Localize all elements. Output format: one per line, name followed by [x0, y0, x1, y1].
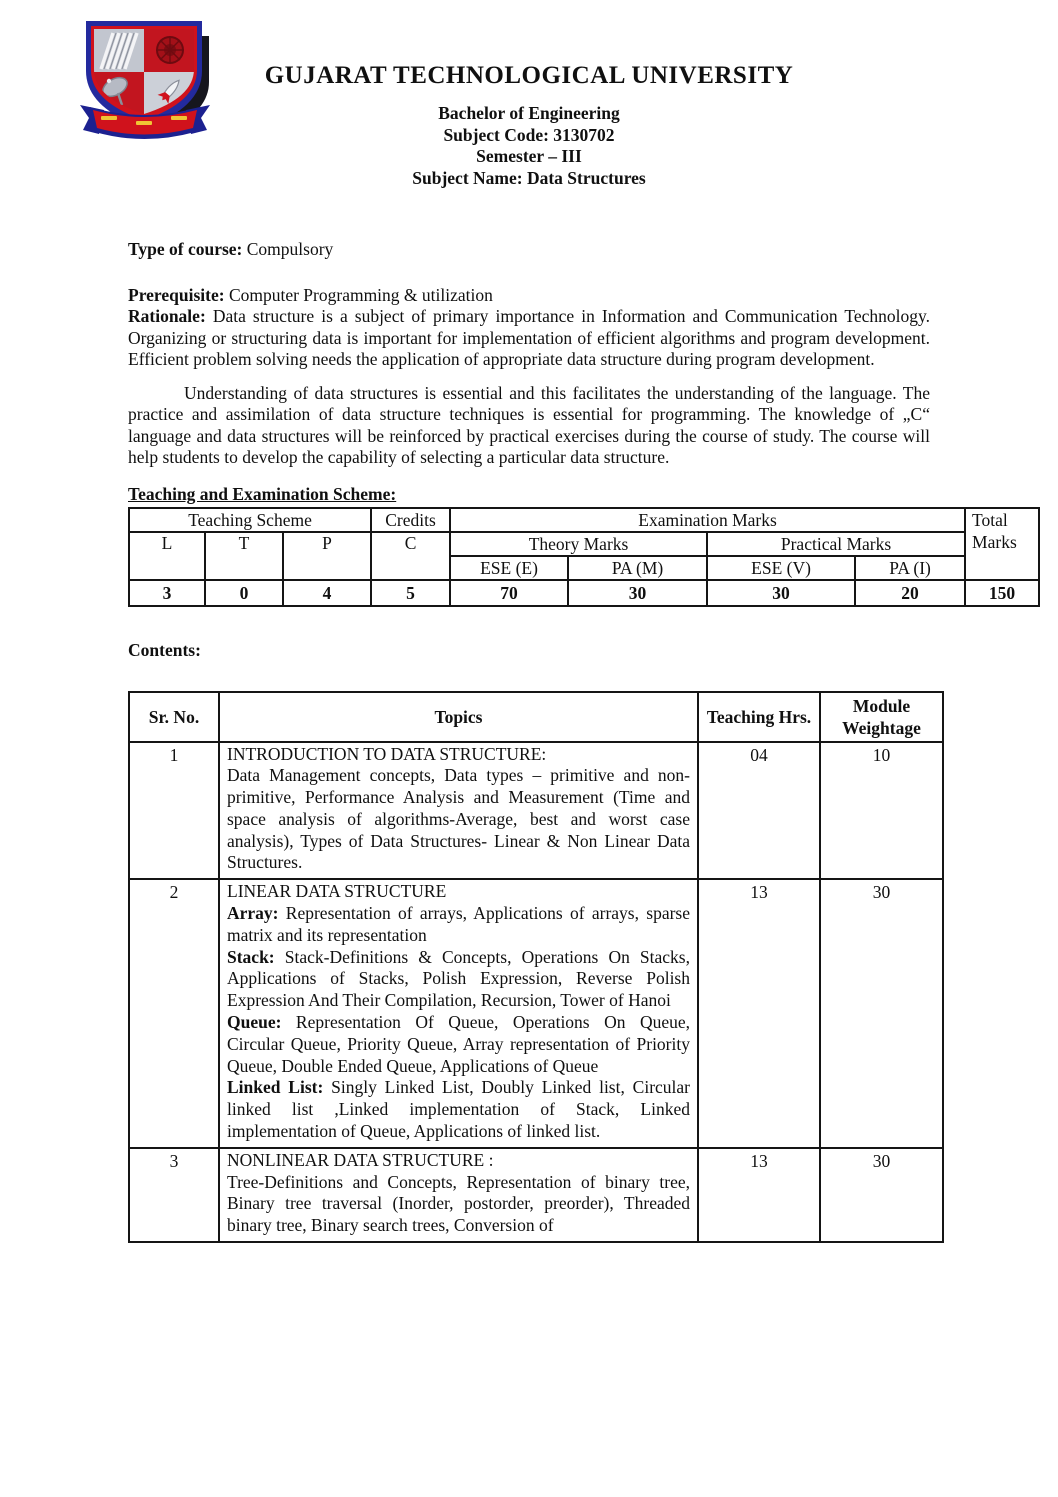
ese-e-header: ESE (E): [450, 556, 568, 580]
teaching-hrs-cell: 13: [698, 879, 820, 1148]
module-weightage-cell: 10: [820, 742, 943, 880]
sr-no-column-header: Sr. No.: [129, 692, 219, 742]
topic-title: NONLINEAR DATA STRUCTURE :: [227, 1149, 494, 1170]
total-marks-value: 150: [965, 580, 1039, 606]
university-title: GUJARAT TECHNOLOGICAL UNIVERSITY: [264, 62, 794, 89]
pa-i-value: 20: [855, 580, 965, 606]
scheme-values-row: [129, 580, 1039, 606]
theory-marks-header: Theory Marks: [450, 532, 707, 556]
teaching-scheme-header: Teaching Scheme: [129, 508, 371, 532]
topic-paragraph: Queue: Representation Of Queue, Operations On Queue, Circular Queue, Priority Queue, Array representation of Priority Queue, Double Ended Queue, Applications of Queue: [227, 1012, 690, 1076]
pa-m-header: PA (M): [568, 556, 707, 580]
topic-paragraph: Data Management concepts, Data types – primitive and non-primitive, Performance Analysis and Measurement (Time and space analysis of algorithms-Average, best and worst case analysis), Types of Data Structures- Linear & Non Linear Data Structures.: [227, 765, 690, 873]
contents-header-row: [129, 692, 943, 742]
topic-paragraph: Array: Representation of arrays, Applications of arrays, sparse matrix and its representation: [227, 903, 690, 945]
teaching-scheme-heading: Teaching and Examination Scheme:: [128, 483, 397, 504]
sr-no-cell: 2: [129, 879, 219, 1148]
rationale-text: Data structure is a subject of primary importance in Information and Communication Technology. Organizing or structuring data is important for implementation of efficient algorithms and program development. Efficient problem solving needs the application of appropriate data structure during program development.: [128, 306, 930, 369]
p-header: P: [283, 532, 371, 580]
ese-e-value: 70: [450, 580, 568, 606]
c-header: C: [371, 532, 450, 580]
topic-paragraph: Linked List: Singly Linked List, Doubly Linked list, Circular linked list ,Linked implementation of Stack, Linked implementation of Queue, Applications of linked list.: [227, 1077, 690, 1142]
topic-cell: [219, 879, 698, 1148]
subject-code-line: Subject Code: 3130702: [443, 124, 615, 145]
examination-marks-header: Examination Marks: [450, 508, 965, 532]
teaching-hrs-column-header: Teaching Hrs.: [698, 692, 820, 742]
scheme-header-row-2: [129, 532, 1039, 556]
topic-cell: [219, 1148, 698, 1242]
contents-row: [129, 742, 943, 880]
teaching-hrs-cell: 13: [698, 1148, 820, 1242]
type-of-course-line: [128, 239, 938, 261]
t-value: 0: [205, 580, 283, 606]
topic-title: INTRODUCTION TO DATA STRUCTURE:: [227, 743, 547, 764]
semester-line: Semester – III: [476, 146, 582, 166]
contents-heading: Contents:: [128, 640, 201, 660]
contents-table-body: [129, 742, 943, 1243]
prerequisite-value: Computer Programming & utilization: [224, 284, 493, 305]
l-value: 3: [129, 580, 205, 606]
sr-no-cell: 3: [129, 1148, 219, 1242]
module-weightage-column-header: Module Weightage: [820, 692, 943, 742]
gtu-emblem-icon: [74, 13, 216, 139]
rationale-paragraph: [128, 306, 930, 371]
credits-header: Credits: [371, 508, 450, 532]
subject-name-line: Subject Name: Data Structures: [412, 167, 646, 188]
l-header: L: [129, 532, 205, 580]
teaching-examination-table: [128, 507, 1040, 607]
program-line: Bachelor of Engineering: [438, 103, 620, 123]
document-header: [0, 0, 1058, 212]
type-of-course-label: Type of course:: [128, 239, 243, 259]
teaching-hrs-cell: 04: [698, 742, 820, 880]
c-value: 5: [371, 580, 450, 606]
pa-m-value: 30: [568, 580, 707, 606]
prerequisite-label: Prerequisite:: [128, 284, 225, 305]
contents-table: [128, 691, 944, 1244]
t-header: T: [205, 532, 283, 580]
pa-i-header: PA (I): [855, 556, 965, 580]
ese-v-value: 30: [707, 580, 855, 606]
contents-row: [129, 1148, 943, 1242]
type-of-course-value: Compulsory: [242, 239, 334, 259]
sr-no-cell: 1: [129, 742, 219, 880]
topic-paragraph: Stack: Stack-Definitions & Concepts, Operations On Stacks, Applications of Stacks, Polish Expression, Reverse Polish Expression And Their Compilation, Recursion, Tower of Hanoi: [227, 946, 690, 1011]
scheme-header-row-1: [129, 508, 1039, 532]
p-value: 4: [283, 580, 371, 606]
topic-paragraph: Tree-Definitions and Concepts, Representation of binary tree, Binary tree traversal (Inorder, postorder, preorder), Threaded binary tree, Binary search trees, Conversion of: [227, 1171, 690, 1236]
topics-column-header: Topics: [219, 692, 698, 742]
rosette-icon: [156, 36, 184, 64]
contents-row: [129, 879, 943, 1148]
topic-title: LINEAR DATA STRUCTURE: [227, 881, 447, 902]
total-marks-header: Total Marks: [965, 508, 1039, 580]
ese-v-header: ESE (V): [707, 556, 855, 580]
document-body: [0, 239, 1058, 1243]
module-weightage-cell: 30: [820, 879, 943, 1148]
practical-marks-header: Practical Marks: [707, 532, 965, 556]
module-weightage-cell: 30: [820, 1148, 943, 1242]
prerequisite-line: [128, 285, 938, 307]
rationale-label: Rationale:: [128, 306, 206, 326]
understanding-paragraph: Understanding of data structures is essential and this facilitates the understanding of the language. The practice and assimilation of data structure techniques is essential for programming. The knowledge of „C“ language and data structures will be reinforced by practical exercises during the course of study. The course will help students to develop the capability of selecting a particular data structure.: [128, 382, 930, 467]
topic-cell: [219, 742, 698, 880]
